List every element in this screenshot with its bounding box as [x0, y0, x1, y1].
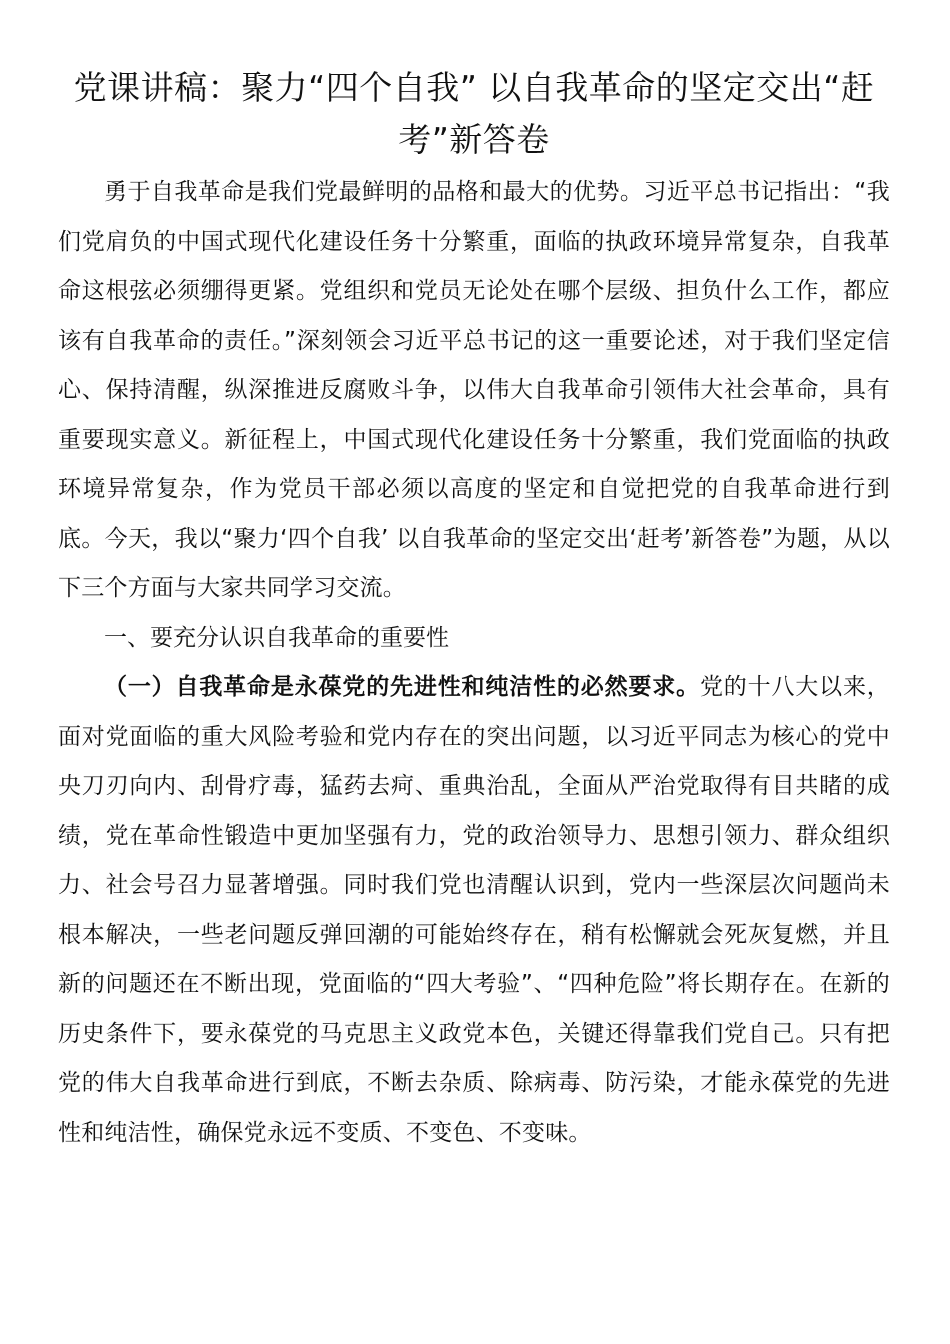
- subsection-body: 党的十八大以来，面对党面临的重大风险考验和党内存在的突出问题，以习近平同志为核心的党中央刀刃向内、刮骨疗毒，猛药去疴、重典治乱，全面从严治党取得有目共睹的成绩，党在革命性锻造中更加坚强有力，党的政治领导力、思想引领力、群众组织力、社会号召力显著增强。同时我们党也清醒认识到，党内一些深层次问题尚未根本解决，一些老问题反弹回潮的可能始终存在，稍有松懈就会死灰复燃，并且新的问题还在不断出现，党面临的“四大考验”、“四种危险”将长期存在。在新的历史条件下，要永葆党的马克思主义政党本色，关键还得靠我们党自己。只有把党的伟大自我革命进行到底，不断去杂质、除病毒、防污染，才能永葆党的先进性和纯洁性，确保党永远不变质、不变色、不变味。: [58, 674, 890, 1146]
- section-heading: 一、要充分认识自我革命的重要性: [104, 624, 449, 651]
- document-title: 党课讲稿：聚力“四个自我” 以自我革命的坚定交出“赶考”新答卷: [73, 68, 875, 159]
- subsection-lead: （一）自我革命是永葆党的先进性和纯洁性的必然要求。: [104, 674, 700, 700]
- subsection-paragraph: [58, 663, 890, 1158]
- intro-paragraph: 勇于自我革命是我们党最鲜明的品格和最大的优势。习近平总书记指出：“我们党肩负的中国式现代化建设任务十分繁重，面临的执政环境异常复杂，自我革命这根弦必须绷得更紧。党组织和党员无论处在哪个层级、担负什么工作，都应该有自我革命的责任。”深刻领会习近平总书记的这一重要论述，对于我们坚定信心、保持清醒，纵深推进反腐败斗争，以伟大自我革命引领伟大社会革命，具有重要现实意义。新征程上，中国式现代化建设任务十分繁重，我们党面临的执政环境异常复杂，作为党员干部必须以高度的坚定和自觉把党的自我革命进行到底。今天，我以“聚力‘四个自我’ 以自我革命的坚定交出‘赶考’新答卷”为题，从以下三个方面与大家共同学习交流。: [58, 179, 890, 601]
